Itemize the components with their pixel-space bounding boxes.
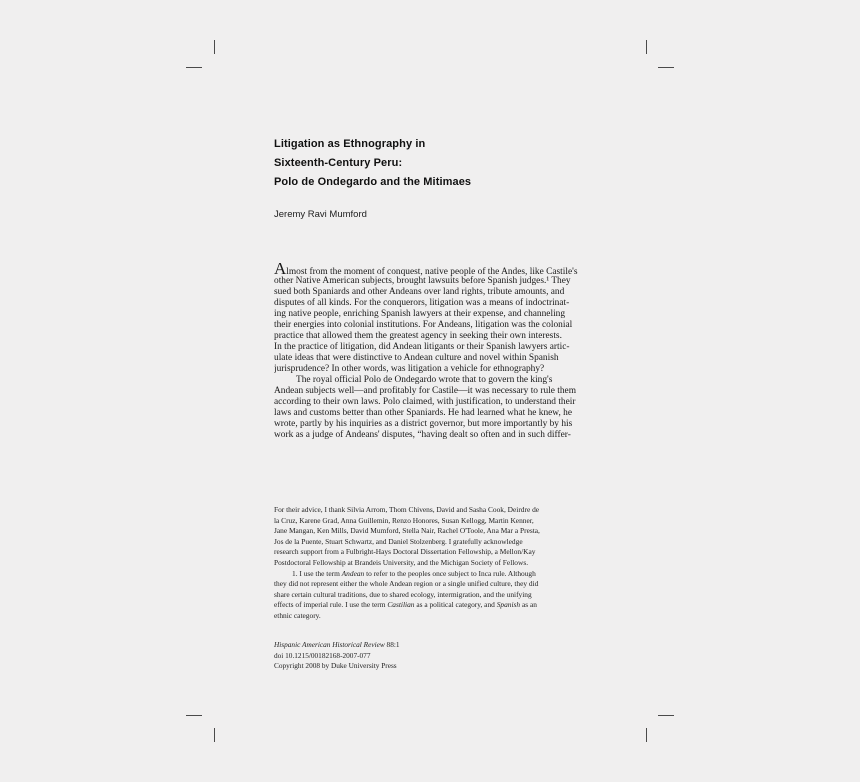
body-line: ing native people, enriching Spanish lawyers at their expense, and channeling [274, 309, 566, 319]
body-line: laws and customs better than other Spaniards. He had learned what he knew, he [274, 408, 572, 418]
footnotes [274, 505, 588, 622]
journal-copyright: Copyright 2008 by Duke University Press [274, 661, 397, 670]
footnote-line: Jos de la Puente, Stuart Schwartz, and Daniel Stolzenberg. I gratefully acknowledge [274, 536, 523, 546]
body-line: Almost from the moment of conquest, native people of the Andes, like Castile's [274, 262, 588, 276]
journal-doi: doi 10.1215/00182168-2007-077 [274, 650, 371, 660]
title-line: Sixteenth-Century Peru: [274, 157, 403, 169]
footnote-line: effects of imperial rule. I use the term Castilian as a political category, and Spanish as an [274, 600, 537, 610]
body-line: jurisprudence? In other words, was litigation a vehicle for ethnography? [274, 364, 545, 374]
crop-mark-bottom-right [658, 715, 674, 716]
title-line: Polo de Ondegardo and the Mitimaes [274, 176, 472, 188]
body-line: disputes of all kinds. For the conquerors, litigation was a means of indoctrinat- [274, 298, 570, 308]
body-line: sued both Spaniards and other Andeans over land rights, tribute amounts, and [274, 287, 565, 297]
footnote-line: Postdoctoral Fellowship at Brandeis University, and the Michigan Society of Fellows. [274, 557, 529, 567]
footnote-line: ethnic category. [274, 610, 321, 620]
author-name: Jeremy Ravi Mumford [274, 209, 367, 220]
body-line: practice that allowed them the greatest agency in seeking their own interests. [274, 331, 562, 341]
footnote-line: share certain cultural traditions, due to shared ecology, intermigration, and the unifying [274, 589, 532, 599]
crop-mark-top-left [214, 40, 215, 54]
body-line: other Native American subjects, brought lawsuits before Spanish judges.¹ They [274, 276, 571, 286]
body-line: ulate ideas that were distinctive to Andean culture and novel within Spanish [274, 353, 559, 363]
crop-mark-bottom-left [214, 728, 215, 742]
body-line: according to their own laws. Polo claimed, with justification, to understand their [274, 397, 576, 407]
footnote-line: they did not represent either the whole Andean region or a single unified culture, they did [274, 579, 539, 589]
footnote-line: 1. I use the term Andean to refer to the peoples once subject to Inca rule. Although [292, 568, 536, 578]
drop-cap: A [274, 262, 287, 276]
journal-citation: Hispanic American Historical Review 88:1 [274, 640, 400, 649]
body-line: work as a judge of Andeans' disputes, “having dealt so often and in such differ- [274, 430, 571, 440]
title-line: Litigation as Ethnography in [274, 138, 426, 150]
footnote-line: For their advice, I thank Silvia Arrom, Thom Chivens, David and Sasha Cook, Deirdre de [274, 505, 540, 514]
crop-mark-bottom-right [646, 728, 647, 742]
body-line: wrote, partly by his inquiries as a district governor, but more importantly by his [274, 419, 573, 429]
crop-mark-bottom-left [186, 715, 202, 716]
body-line: In the practice of litigation, did Andean litigants or their Spanish lawyers artic- [274, 342, 570, 352]
crop-mark-top-right [658, 67, 674, 68]
body-line: their energies into colonial institutions. For Andeans, litigation was the colonial [274, 320, 573, 330]
crop-mark-top-left [186, 67, 202, 68]
article-title [274, 135, 694, 192]
body-line: Andean subjects well—and profitably for Castile—it was necessary to rule them [274, 386, 577, 396]
footnote-line: research support from a Fulbright-Hays Doctoral Dissertation Fellowship, a Mellon/Kay [274, 547, 536, 557]
footnote-line: Jane Mangan, Ken Mills, David Mumford, Stella Nair, Rachel O'Toole, Ana Mar a Presta, [274, 526, 540, 536]
crop-mark-top-right [646, 40, 647, 54]
journal-info [274, 640, 400, 672]
footnote-line: la Cruz, Karene Grad, Anna Guillemin, Renzo Honores, Susan Kellogg, Martin Kenner, [274, 515, 534, 525]
body-line: The royal official Polo de Ondegardo wrote that to govern the king's [296, 375, 553, 385]
article-body [274, 262, 588, 441]
